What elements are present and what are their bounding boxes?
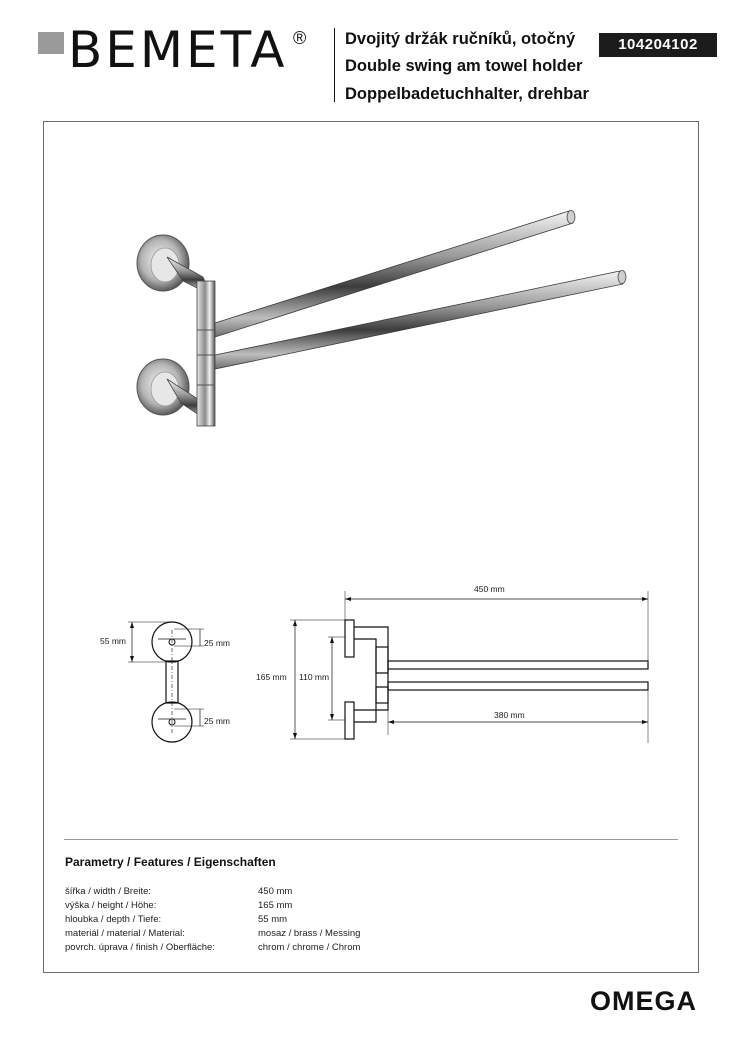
spec-value-depth: 55 mm — [258, 914, 288, 925]
spec-value-height: 165 mm — [258, 900, 293, 911]
brand-logo: BEMETA — [68, 21, 288, 79]
registered-mark: ® — [293, 28, 307, 48]
logo-mark — [38, 32, 64, 54]
dim-rosette-diameter: 55 mm — [100, 636, 126, 646]
title-english: Double swing am towel holder — [345, 57, 583, 75]
features-divider — [64, 839, 678, 840]
technical-drawing — [70, 575, 690, 765]
dim-total-height: 165 mm — [256, 672, 287, 682]
dim-bar-length: 380 mm — [494, 710, 525, 720]
spec-value-width: 450 mm — [258, 886, 293, 897]
spec-label-material: materiál / material / Material: — [65, 928, 185, 939]
spec-label-width: šířka / width / Breite: — [65, 886, 152, 897]
spec-value-material: mosaz / brass / Messing — [258, 928, 361, 939]
features-heading: Parametry / Features / Eigenschaften — [65, 855, 276, 869]
spec-value-finish: chrom / chrome / Chrom — [258, 942, 361, 953]
series-name: OMEGA — [589, 986, 697, 1016]
title-german: Doppelbadetuchhalter, drehbar — [345, 85, 589, 103]
dim-top-offset: 25 mm — [204, 638, 230, 648]
spec-label-height: výška / height / Höhe: — [65, 900, 157, 911]
dim-bottom-offset: 25 mm — [204, 716, 230, 726]
product-code-badge: 104204102 — [599, 33, 717, 57]
product-photo — [125, 195, 645, 445]
dim-bar-spacing: 110 mm — [299, 672, 330, 682]
title-divider — [334, 28, 335, 102]
spec-label-depth: hloubka / depth / Tiefe: — [65, 914, 162, 925]
spec-label-finish: povrch. úprava / finish / Oberfläche: — [65, 942, 215, 953]
dim-total-width: 450 mm — [474, 584, 505, 594]
title-czech: Dvojitý držák ručníků, otočný — [345, 30, 576, 48]
